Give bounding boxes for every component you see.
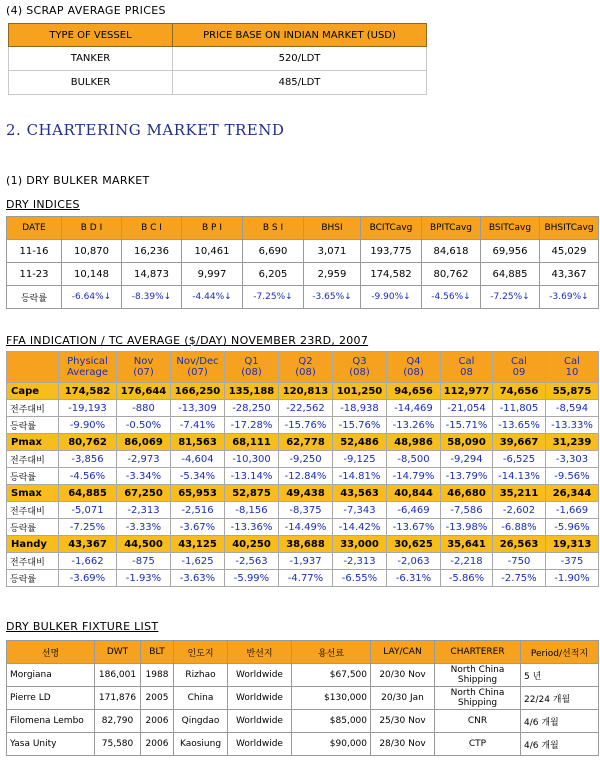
fixture-header-cell: 인도지 [174,641,228,664]
ffa-rate-cell: -3.67% [171,519,225,536]
fixture-cell: 20/30 Nov [371,664,435,687]
ffa-value-cell: 67,250 [117,485,171,502]
fixture-cell: CNR [435,710,521,733]
ffa-diff-cell: -2,602 [493,502,546,519]
down-arrow-icon: ↓ [522,292,530,302]
index-cell: 80,762 [422,263,481,286]
fixture-cell: Worldwide [228,687,292,710]
header-bpitcavg: BPITCavg [422,217,481,240]
rate-label: 등락률 [7,286,62,309]
ffa-diff-cell: -5,071 [59,502,117,519]
fixture-header-cell: DWT [95,641,141,664]
ffa-rate-cell: -17.28% [225,417,279,434]
ffa-header-cell: Q1 (08) [225,352,279,383]
header-bcitcavg: BCITCavg [361,217,422,240]
fixture-cell: $67,500 [292,664,371,687]
table-row [7,664,599,687]
rate-cell: -3.65%↓ [304,286,361,309]
ffa-value-cell: 112,977 [441,383,493,400]
ffa-header-cell: Nov/Dec (07) [171,352,225,383]
ffa-value-cell: 46,680 [441,485,493,502]
dry-indices-title: DRY INDICES [6,198,80,211]
fixture-cell: $130,000 [292,687,371,710]
ffa-rate-label: 등락률 [7,468,59,485]
ffa-group-name: Pmax [7,434,59,451]
fixture-cell: 25/30 Nov [371,710,435,733]
table-row [7,687,599,710]
ffa-rate-cell: -3.69% [59,570,117,587]
ffa-diff-cell: -375 [546,553,599,570]
ffa-value-cell: 65,953 [171,485,225,502]
ffa-diff-cell: -875 [117,553,171,570]
ffa-rate-row [7,570,599,587]
fixture-cell: Worldwide [228,710,292,733]
ffa-rate-cell: -13.67% [387,519,441,536]
ffa-diff-cell: -7,343 [333,502,387,519]
ffa-header-cell: Cal 09 [493,352,546,383]
ffa-diff-cell: -8,594 [546,400,599,417]
header-bdi: B D I [62,217,122,240]
ffa-rate-cell: -4.77% [279,570,333,587]
ffa-value-cell: 43,125 [171,536,225,553]
table-row [9,47,427,71]
dry-indices-table [6,216,599,309]
dry-bulker-title: (1) DRY BULKER MARKET [6,174,150,187]
scrap-header-vessel: TYPE OF VESSEL [9,24,173,47]
fixture-cell: Morgiana [7,664,95,687]
ffa-value-cell: 38,688 [279,536,333,553]
ffa-value-cell: 58,090 [441,434,493,451]
rate-cell: -8.39%↓ [122,286,182,309]
ffa-value-cell: 19,313 [546,536,599,553]
ffa-value-cell: 52,875 [225,485,279,502]
ffa-value-cell: 86,069 [117,434,171,451]
ffa-value-cell: 48,986 [387,434,441,451]
ffa-rate-cell: -15.76% [279,417,333,434]
fixture-header-cell: Period/선적지 [521,641,599,664]
ffa-rate-cell: -5.99% [225,570,279,587]
fixture-cell: CTP [435,733,521,756]
ffa-diff-row [7,400,599,417]
ffa-diff-cell: -1,669 [546,502,599,519]
index-cell: 10,870 [62,240,122,263]
ffa-diff-row [7,553,599,570]
ffa-value-cell: 35,211 [493,485,546,502]
ffa-group-name: Handy [7,536,59,553]
ffa-value-cell: 26,563 [493,536,546,553]
fixture-table [6,640,599,756]
ffa-value-cell: 49,438 [279,485,333,502]
ffa-diff-cell: -8,500 [387,451,441,468]
ffa-rate-cell: -5.96% [546,519,599,536]
rate-cell: -4.56%↓ [422,286,481,309]
fixture-cell: 4/6 개월 [521,710,599,733]
fixture-cell: 82,790 [95,710,141,733]
rate-cell: -4.44%↓ [182,286,243,309]
ffa-value-cell: 135,188 [225,383,279,400]
index-cell: 6,205 [243,263,304,286]
index-cell: 69,956 [481,240,540,263]
ffa-value-cell: 166,250 [171,383,225,400]
ffa-header-cell: Q4 (08) [387,352,441,383]
ffa-header-cell [7,352,59,383]
ffa-header-row [7,352,599,383]
fixture-header-cell: CHARTERER [435,641,521,664]
scrap-price: 520/LDT [173,47,427,71]
fixture-cell: Filomena Lembo [7,710,95,733]
ffa-diff-cell: -18,938 [333,400,387,417]
ffa-rate-cell: -3.33% [117,519,171,536]
header-bhsi: BHSI [304,217,361,240]
ffa-value-cell: 74,656 [493,383,546,400]
fixture-cell: 4/6 개월 [521,733,599,756]
ffa-diff-cell: -14,469 [387,400,441,417]
section-title: 2. CHARTERING MARKET TREND [6,121,285,139]
ffa-value-cell: 26,344 [546,485,599,502]
ffa-rate-cell: -2.75% [493,570,546,587]
ffa-rate-row [7,468,599,485]
ffa-diff-cell: -11,805 [493,400,546,417]
ffa-diff-label: 전주대비 [7,553,59,570]
fixture-cell: 22/24 개월 [521,687,599,710]
fixture-cell: 171,876 [95,687,141,710]
ffa-diff-cell: -2,516 [171,502,225,519]
fixture-header-cell: LAY/CAN [371,641,435,664]
ffa-diff-cell: -2,313 [117,502,171,519]
index-cell: 11-23 [7,263,62,286]
index-cell: 2,959 [304,263,361,286]
ffa-diff-row [7,502,599,519]
ffa-header-cell: Cal 08 [441,352,493,383]
ffa-value-cell: 40,844 [387,485,441,502]
rate-cell: -7.25%↓ [481,286,540,309]
ffa-diff-cell: -9,294 [441,451,493,468]
table-row [7,263,599,286]
scrap-header-price: PRICE BASE ON INDIAN MARKET (USD) [173,24,427,47]
ffa-rate-row [7,417,599,434]
header-bci: B C I [122,217,182,240]
fixture-cell: China [174,687,228,710]
ffa-group-row [7,485,599,502]
ffa-rate-cell: -3.34% [117,468,171,485]
ffa-diff-cell: -2,218 [441,553,493,570]
fixture-cell: Rizhao [174,664,228,687]
header-bhsitcavg: BHSITCavg [540,217,599,240]
ffa-diff-cell: -1,625 [171,553,225,570]
fixture-cell: Worldwide [228,733,292,756]
scrap-price-table [8,23,427,95]
ffa-diff-cell: -13,309 [171,400,225,417]
fixture-header-cell: BLT [141,641,174,664]
ffa-value-cell: 35,641 [441,536,493,553]
ffa-value-cell: 39,667 [493,434,546,451]
fixture-header-cell: 반선지 [228,641,292,664]
fixture-title: DRY BULKER FIXTURE LIST [6,620,159,633]
ffa-value-cell: 52,486 [333,434,387,451]
ffa-diff-cell: -8,375 [279,502,333,519]
fixture-cell: 186,001 [95,664,141,687]
index-cell: 174,582 [361,263,422,286]
scrap-vessel-type: BULKER [9,71,173,95]
ffa-value-cell: 43,367 [59,536,117,553]
ffa-value-cell: 120,813 [279,383,333,400]
ffa-rate-cell: -7.25% [59,519,117,536]
ffa-rate-label: 등락률 [7,417,59,434]
ffa-header-cell: Q2 (08) [279,352,333,383]
scrap-title: (4) SCRAP AVERAGE PRICES [6,4,166,17]
dry-indices-header-row [7,217,599,240]
ffa-value-cell: 94,656 [387,383,441,400]
ffa-rate-cell: -13.26% [387,417,441,434]
ffa-rate-cell: -1.90% [546,570,599,587]
ffa-table [6,351,599,587]
scrap-price: 485/LDT [173,71,427,95]
fixture-cell: 2005 [141,687,174,710]
ffa-group-name: Smax [7,485,59,502]
ffa-diff-cell: -3,856 [59,451,117,468]
ffa-diff-cell: -22,562 [279,400,333,417]
fixture-cell: $85,000 [292,710,371,733]
ffa-rate-cell: -7.41% [171,417,225,434]
ffa-diff-label: 전주대비 [7,400,59,417]
down-arrow-icon: ↓ [285,292,293,302]
fixture-cell: 5 년 [521,664,599,687]
ffa-title: FFA INDICATION / TC AVERAGE ($/DAY) NOVEMBER 23RD, 2007 [6,334,369,347]
ffa-diff-cell: -2,313 [333,553,387,570]
fixture-header-cell: 용선료 [292,641,371,664]
ffa-value-cell: 30,625 [387,536,441,553]
rate-cell: -6.64%↓ [62,286,122,309]
fixture-cell: 1988 [141,664,174,687]
ffa-header-cell: Nov (07) [117,352,171,383]
ffa-value-cell: 80,762 [59,434,117,451]
rate-cell: -7.25%↓ [243,286,304,309]
ffa-rate-cell: -1.93% [117,570,171,587]
ffa-diff-cell: -9,125 [333,451,387,468]
ffa-value-cell: 43,563 [333,485,387,502]
ffa-rate-cell: -5.34% [171,468,225,485]
index-cell: 11-16 [7,240,62,263]
ffa-rate-cell: -14.79% [387,468,441,485]
ffa-rate-cell: -14.42% [333,519,387,536]
ffa-rate-cell: -6.31% [387,570,441,587]
ffa-diff-row [7,451,599,468]
index-cell: 6,690 [243,240,304,263]
down-arrow-icon: ↓ [103,292,112,302]
ffa-value-cell: 44,500 [117,536,171,553]
index-cell: 10,148 [62,263,122,286]
ffa-rate-cell: -14.13% [493,468,546,485]
ffa-value-cell: 68,111 [225,434,279,451]
scrap-vessel-type: TANKER [9,47,173,71]
ffa-diff-cell: -19,193 [59,400,117,417]
down-arrow-icon: ↓ [224,292,232,302]
ffa-diff-label: 전주대비 [7,502,59,519]
fixture-cell: Yasa Unity [7,733,95,756]
ffa-diff-cell: -10,300 [225,451,279,468]
ffa-diff-label: 전주대비 [7,451,59,468]
ffa-rate-cell: -14.81% [333,468,387,485]
ffa-header-cell: Cal 10 [546,352,599,383]
index-cell: 14,873 [122,263,182,286]
down-arrow-icon: ↓ [463,292,471,302]
index-cell: 3,071 [304,240,361,263]
ffa-rate-cell: -15.76% [333,417,387,434]
table-row [7,710,599,733]
ffa-rate-cell: -13.36% [225,519,279,536]
ffa-rate-label: 등락률 [7,570,59,587]
ffa-rate-cell: -3.63% [171,570,225,587]
ffa-value-cell: 81,563 [171,434,225,451]
ffa-group-row [7,434,599,451]
ffa-rate-cell: -15.71% [441,417,493,434]
ffa-diff-cell: -7,586 [441,502,493,519]
ffa-value-cell: 31,239 [546,434,599,451]
ffa-rate-cell: -13.33% [546,417,599,434]
ffa-diff-cell: -8,156 [225,502,279,519]
fixture-cell: Qingdao [174,710,228,733]
ffa-value-cell: 101,250 [333,383,387,400]
fixture-cell: Pierre LD [7,687,95,710]
ffa-rate-cell: -6.88% [493,519,546,536]
ffa-diff-cell: -3,303 [546,451,599,468]
ffa-rate-cell: -12.84% [279,468,333,485]
ffa-rate-cell: -4.56% [59,468,117,485]
ffa-diff-cell: -750 [493,553,546,570]
ffa-diff-cell: -2,563 [225,553,279,570]
ffa-rate-cell: -0.50% [117,417,171,434]
header-bsitcavg: BSITCavg [481,217,540,240]
ffa-group-row [7,536,599,553]
ffa-rate-cell: -13.79% [441,468,493,485]
ffa-value-cell: 62,778 [279,434,333,451]
ffa-diff-cell: -28,250 [225,400,279,417]
down-arrow-icon: ↓ [581,292,589,302]
fixture-cell: Kaosiung [174,733,228,756]
ffa-rate-label: 등락률 [7,519,59,536]
ffa-diff-cell: -6,469 [387,502,441,519]
ffa-diff-cell: -9,250 [279,451,333,468]
fixture-cell: North China Shipping [435,664,521,687]
ffa-diff-cell: -21,054 [441,400,493,417]
ffa-value-cell: 33,000 [333,536,387,553]
scrap-header-row [9,24,427,47]
ffa-rate-cell: -9.90% [59,417,117,434]
index-cell: 193,775 [361,240,422,263]
ffa-diff-cell: -6,525 [493,451,546,468]
table-row [7,240,599,263]
ffa-diff-cell: -1,937 [279,553,333,570]
table-row [7,733,599,756]
ffa-value-cell: 40,250 [225,536,279,553]
ffa-rate-cell: -13.98% [441,519,493,536]
table-row [9,71,427,95]
index-cell: 64,885 [481,263,540,286]
fixture-cell: North China Shipping [435,687,521,710]
ffa-value-cell: 176,644 [117,383,171,400]
ffa-rate-row [7,519,599,536]
ffa-rate-cell: -13.14% [225,468,279,485]
ffa-value-cell: 64,885 [59,485,117,502]
ffa-diff-cell: -2,973 [117,451,171,468]
index-cell: 84,618 [422,240,481,263]
fixture-cell: 2006 [141,733,174,756]
header-bsi: B S I [243,217,304,240]
ffa-rate-cell: -5.86% [441,570,493,587]
ffa-header-cell: Physical Average [59,352,117,383]
header-bpi: B P I [182,217,243,240]
down-arrow-icon: ↓ [163,292,172,302]
rate-row [7,286,599,309]
ffa-group-name: Cape [7,383,59,400]
ffa-rate-cell: -6.55% [333,570,387,587]
header-date: DATE [7,217,62,240]
rate-cell: -9.90%↓ [361,286,422,309]
ffa-rate-cell: -9.56% [546,468,599,485]
ffa-rate-cell: -13.65% [493,417,546,434]
ffa-diff-cell: -4,604 [171,451,225,468]
ffa-group-row [7,383,599,400]
ffa-rate-cell: -14.49% [279,519,333,536]
ffa-diff-cell: -2,063 [387,553,441,570]
ffa-diff-cell: -880 [117,400,171,417]
ffa-diff-cell: -1,662 [59,553,117,570]
index-cell: 10,461 [182,240,243,263]
index-cell: 43,367 [540,263,599,286]
fixture-header-cell: 선명 [7,641,95,664]
down-arrow-icon: ↓ [403,292,411,302]
rate-cell: -3.69%↓ [540,286,599,309]
down-arrow-icon: ↓ [344,292,352,302]
fixture-cell: 20/30 Jan [371,687,435,710]
ffa-value-cell: 174,582 [59,383,117,400]
ffa-header-cell: Q3 (08) [333,352,387,383]
fixture-header-row [7,641,599,664]
ffa-value-cell: 55,875 [546,383,599,400]
fixture-cell: $90,000 [292,733,371,756]
index-cell: 45,029 [540,240,599,263]
fixture-cell: 28/30 Nov [371,733,435,756]
fixture-cell: 75,580 [95,733,141,756]
index-cell: 16,236 [122,240,182,263]
fixture-cell: 2006 [141,710,174,733]
index-cell: 9,997 [182,263,243,286]
fixture-cell: Worldwide [228,664,292,687]
